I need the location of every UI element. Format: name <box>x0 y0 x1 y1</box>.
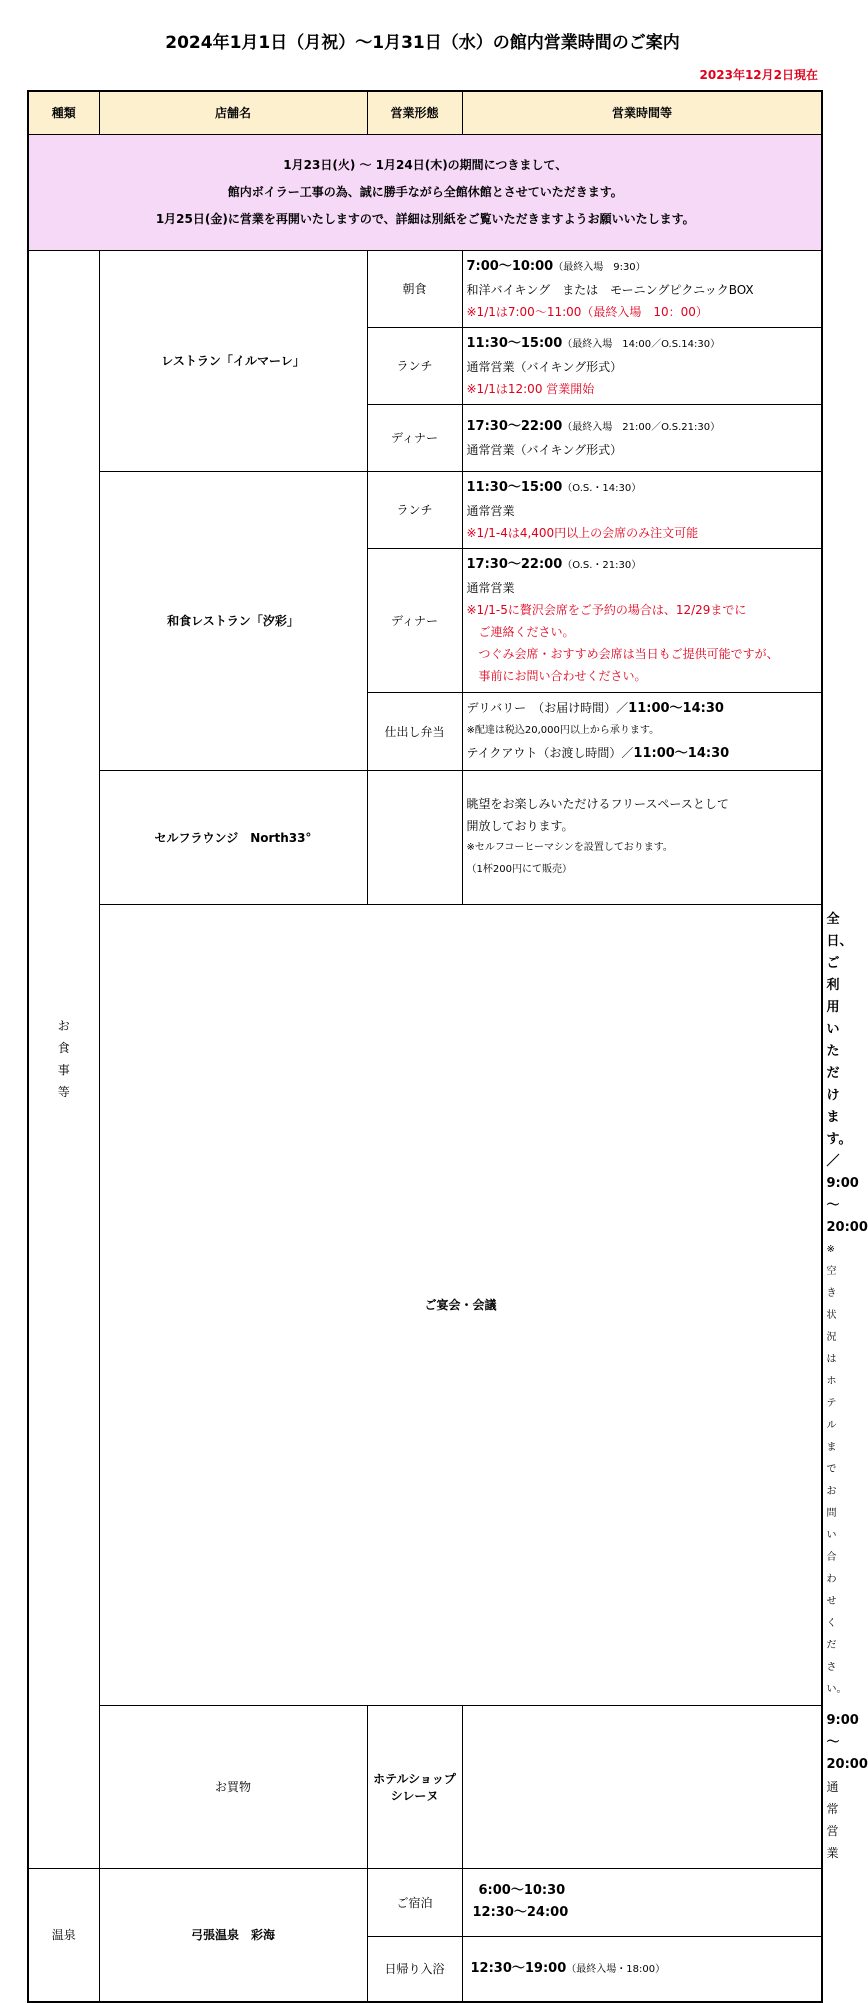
hours-ilmare-lunch: 11:30～15:00（最終入場 14:00／O.S.14:30） 通常営業（バイキング形式） ※1/1は12:00 営業開始 <box>462 327 822 404</box>
header-store: 店舗名 <box>99 91 367 134</box>
hours-shiosai-bento: デリバリー （お届け時間）／11:00～14:30 ※配達は税込20,000円以上から承ります。 テイクアウト（お渡し時間）／11:00～14:30 <box>462 692 822 770</box>
store-lounge: セルフラウンジ North33° <box>99 770 367 904</box>
header-hours: 営業時間等 <box>462 91 822 134</box>
table-header-row <box>28 91 822 134</box>
store-ilmare: レストラン「イルマーレ」 <box>99 250 367 471</box>
closure-notice: 1月23日(火) ～ 1月24日(木)の期間につきまして、 館内ボイラー工事の為、誠に勝手ながら全館休館とさせていただきます。 1月25日(金)に営業を再開いたしますので、詳細は別紙をご覧いただきますようお願いいたします。 <box>28 134 822 250</box>
as-of-date: 2023年12月2日現在 <box>699 68 818 82</box>
hours-table <box>27 90 868 2003</box>
table-row <box>28 471 822 548</box>
closure-notice-row <box>28 134 822 250</box>
mode-empty <box>462 1705 822 1868</box>
mode-day-bath: 日帰り入浴 <box>367 1936 462 2002</box>
mode-empty <box>367 770 462 904</box>
mode-lunch: ランチ <box>367 471 462 548</box>
category-onsen: 温泉 <box>28 1868 99 2002</box>
mode-dinner: ディナー <box>367 548 462 692</box>
store-banquet: ご宴会・会議 <box>99 904 822 1705</box>
mode-breakfast: 朝食 <box>367 250 462 327</box>
hours-lounge: 眺望をお楽しみいただけるフリースペースとして 開放しております。 ※セルフコーヒーマシンを設置しております。 （1杯200円にて販売） <box>462 770 822 904</box>
table-row: お買物 ホテルショップ シレーヌ 9:00～20:00 通常営業 <box>28 1705 822 1868</box>
mode-bento: 仕出し弁当 <box>367 692 462 770</box>
category-dining: お 食 事 等 <box>28 250 99 1868</box>
hours-ilmare-breakfast: 7:00～10:00（最終入場 9:30） 和洋バイキング または モーニングピクニックBOX ※1/1は7:00～11:00（最終入場 10：00） <box>462 250 822 327</box>
table-row <box>28 770 822 904</box>
mode-lunch: ランチ <box>367 327 462 404</box>
table-row <box>28 250 822 327</box>
hours-shiosai-dinner: 17:30～22:00（O.S.・21:30） 通常営業 ※1/1-5に贅沢会席をご予約の場合は、12/29までに ご連絡ください。 つぐみ会席・おすすめ会席は当日もご提供可能ですが、 事前にお問い合わせください。 <box>462 548 822 692</box>
mode-dinner: ディナー <box>367 404 462 471</box>
header-type: 種類 <box>28 91 99 134</box>
store-shiosai: 和食レストラン「汐彩」 <box>99 471 367 770</box>
table-row <box>28 1868 822 1936</box>
table-row: ご宴会・会議 全日、ご利用いただけます。／9:00～20:00 ※空き状況はホテルまでお問い合わせください。 <box>28 904 822 1705</box>
hours-shiosai-lunch: 11:30～15:00（O.S.・14:30） 通常営業 ※1/1-4は4,400円以上の会席のみ注文可能 <box>462 471 822 548</box>
page-title: 2024年1月1日（月祝）～1月31日（水）の館内営業時間のご案内 <box>165 33 680 53</box>
mode-stay: ご宿泊 <box>367 1868 462 1936</box>
store-shop: ホテルショップ シレーヌ <box>367 1705 462 1868</box>
hours-onsen-day: 12:30～19:00（最終入場・18:00） <box>462 1936 822 2002</box>
category-shopping: お買物 <box>99 1705 367 1868</box>
store-onsen: 弓張温泉 彩海 <box>99 1868 367 2002</box>
hours-onsen-stay: 6:00～10:30 12:30～24:00 <box>462 1868 822 1936</box>
header-mode: 営業形態 <box>367 91 462 134</box>
hours-ilmare-dinner: 17:30～22:00（最終入場 21:00／O.S.21:30） 通常営業（バイキング形式） <box>462 404 822 471</box>
